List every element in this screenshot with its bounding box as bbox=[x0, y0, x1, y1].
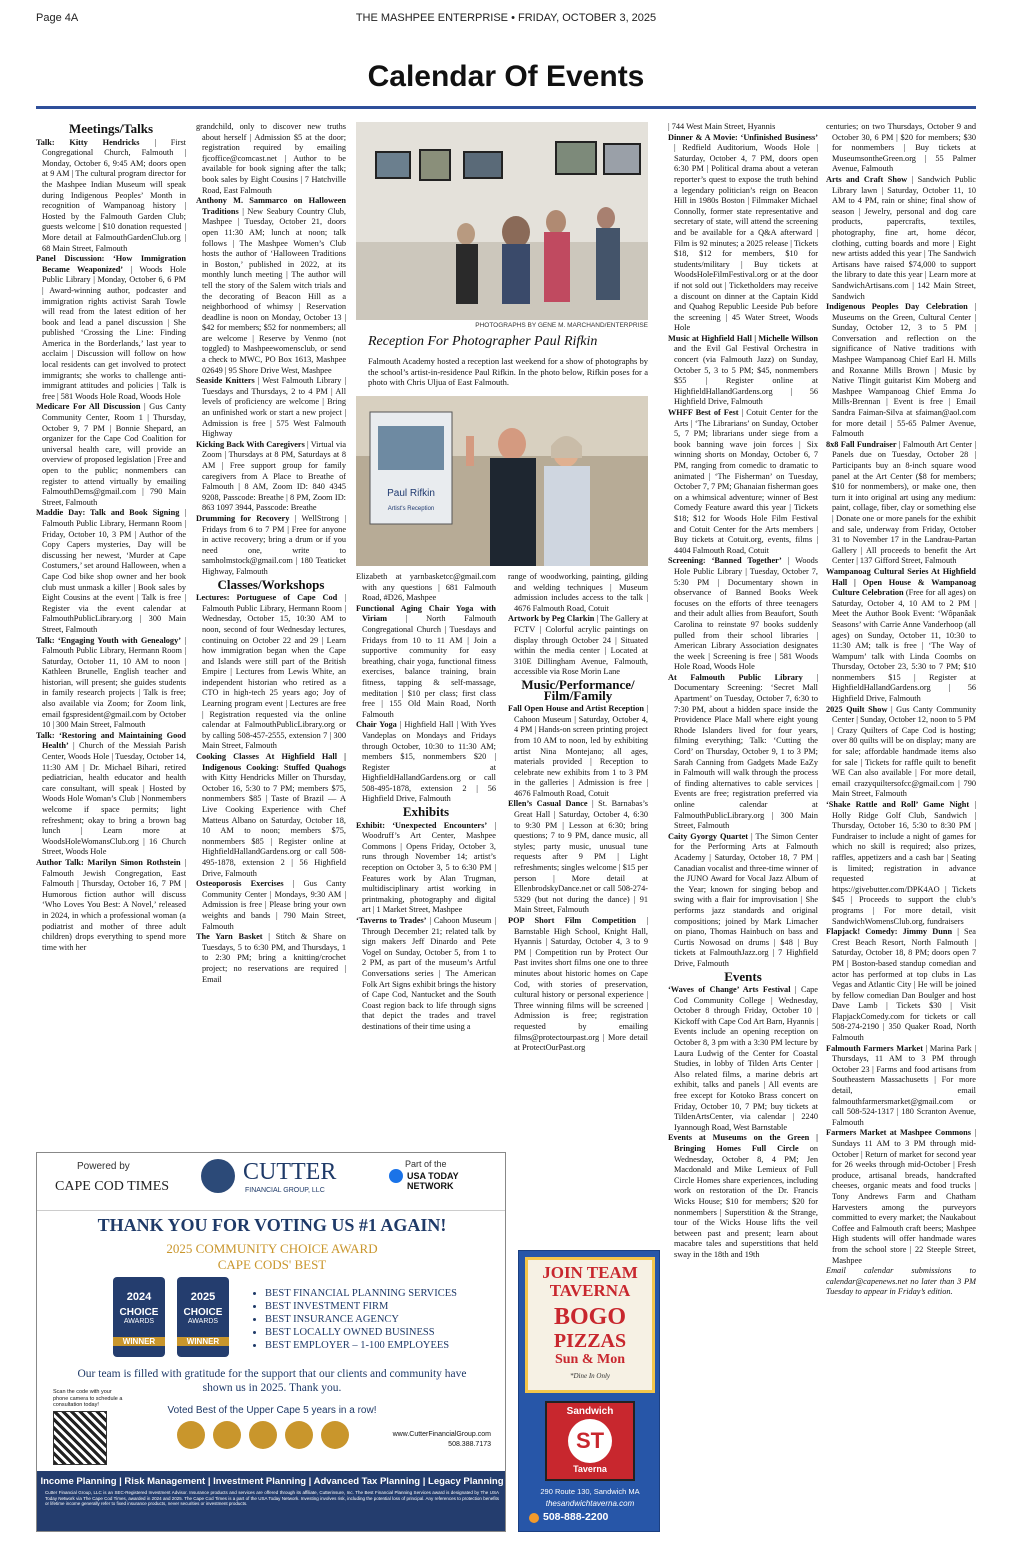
entry-title: Chair Yoga bbox=[356, 720, 397, 730]
entry-details: and the Evil Gal Festival Orchestra in concert (via Falmouth Jazz) on Sunday, October 5, 3 to 5 PM; $45, nonmembers $55 | Register online at HighfieldHallandGardens.org | 56 Highfield Drive, Falmouth bbox=[674, 344, 818, 407]
photo-caption: Falmouth Academy hosted a reception last weekend for a show of photographs by the school’s artist-in-residence Paul Rifkin. In the photo below, Rifkin poses for a photo with Chris Uljua of East Falmouth. bbox=[368, 356, 648, 388]
calendar-entry bbox=[196, 514, 346, 578]
entry-details: | Sundays 11 AM to 3 PM through mid-October | Return of market for second year for 26 weeks through mid-October | Fresh produce, artisanal breads, handcrafted cheeses, organic meats and food trucks | Tony Andrews Farm and Chatham Harvesters among the purveyors committed to every market; the Naukabout Coffee and Falmouth craft beers; Mashpee High students will offer handmade wares from the school store | 22 Steeple Street, Mashpee bbox=[832, 1128, 976, 1265]
entry-title: ‘Shake Rattle and Roll’ Game Night bbox=[826, 800, 970, 809]
entry-title: Flapjack! Comedy: Jimmy Dunn bbox=[826, 927, 953, 937]
entry-details: | Museums on the Green, Cultural Center | Sunday, October 12, 3 to 5 PM | Conversation and reflection on the significance of Native traditions with Mashpee Wampanoag Chief Earl H. Mills and Roxanne Mills Brown | Music by Native Tlingit guitarist Kim Moberg and Mashpee Wampanoag Chief Emma Jo Mills-Brennan | Event is free | Email Sandra Faiman-Silva at sfaiman@aol.com for more detail | 55-65 Palmer Avenue, Falmouth bbox=[832, 302, 976, 439]
calendar-entry bbox=[36, 254, 186, 402]
entry-details: | Sea Crest Beach Resort, North Falmouth | Saturday, October 18, 8 PM; doors open 7 PM | Boston-based standup comedian and actor has performed at top clubs in Las Vegas and Atlantic City | He will be joined by fellow comedian Dan Boulger and host Dave Lamb | Tickets $30 | Visit FlapjackComedy.com for tickets or call 508-274-2190 | 350 Quaker Road, North Falmouth bbox=[832, 927, 976, 1043]
bogo: BOGO bbox=[553, 1304, 626, 1330]
scan-text: Scan the code with your phone camera to schedule a consultation today! bbox=[53, 1389, 123, 1408]
award-list-item: • BEST INVESTMENT FIRM bbox=[265, 1300, 493, 1313]
entry-details: | West Falmouth Library | Tuesdays and Thursdays, 2 to 4 PM | All levels of proficiency are welcome | Bring an unfinished work or start a new project | Admission is free | 575 West Falmouth Highway bbox=[202, 376, 346, 439]
entry-details: with Kitty Hendricks Miller on Thursday, October 16, 5:30 to 7 PM; members $75, nonmembers $85 | Taste of Brazil — A Live Cooking Experience with Chef Matteus Albano on Saturday, October 18, 10 AM to noon; members $75, nonmembers $85 | Register online at HighfieldHallandGardens.org or call 508-495-1878, extension 2 | 56 Highfield Drive, Falmouth bbox=[202, 773, 346, 878]
calendar-entry bbox=[196, 593, 346, 752]
calendar-entry bbox=[668, 673, 818, 832]
award-title: 2025 COMMUNITY CHOICE AWARD bbox=[166, 1241, 378, 1256]
entry-title: ‘Taverns to Trades’ bbox=[356, 916, 427, 925]
entry-details: | Stitch & Share on Tuesdays, 5 to 6:30 PM, and Thursdays, 1 to 2:30 PM; bring a knitting/crochet project; no reservations are required | Email bbox=[202, 932, 346, 984]
entry-details: | First Congregational Church, Falmouth | Monday, October 6, 9:45 AM; doors open at 9 AM | The cultural program director for the Mashpee Indian Museum will speak during Indigenous Peoples’ Month in recognition of Wampanoag history | Hosted by the Falmouth Garden Club; guests welcome | $10 donation requested | More detail at FalmouthGardenClub.org | 68 Main Street, Falmouth bbox=[42, 137, 186, 253]
gratitude-text: Our team is filled with gratitude for the support that our clients and community have shown us in 2025. Thank you. bbox=[77, 1368, 467, 1394]
page-title: Calendar Of Events bbox=[367, 60, 645, 93]
entry-details: range of woodworking, painting, gilding and welding techniques | Museum admission includes access to the talk | 4676 Falmouth Road, Cotuit bbox=[508, 572, 648, 613]
calendar-entry bbox=[508, 916, 648, 1054]
entry-title: Screening: ‘Banned Together’ bbox=[668, 556, 782, 566]
section-heading-music: Music/Performance/ Film/Family bbox=[521, 676, 635, 703]
entry-details: | Woods Hole Public Library | Monday, October 6, 6 PM | Award-winning author, podcaster and immigration rights activist Sarah Towle will read from the latest edition of her book and lead a panel discussion | She published ‘Crossing the Line: Finding America in the Borderlands,’ last year to acclaim | Discussion will follow on how local residents can get involved to protect immigrants; she works to challenge anti-immigrant attitudes and policies | Talk is free | 581 Woods Hole Road, Woods Hole bbox=[42, 264, 186, 401]
sun-mon: Sun & Mon bbox=[554, 1352, 626, 1367]
entry-title: Medicare For All Discussion bbox=[36, 402, 141, 412]
calendar-entry bbox=[196, 122, 346, 196]
entry-details: | Cahoon Museum | Saturday, October 4, 4 PM | Hands-on screen printing project from 10 AM to noon, led by exhibiting artist Nina Montejano; all ages, materials provided | Reception to celebrate new exhibits from 1 to 3 PM in the galleries | Admission is free | 4676 Falmouth Road, Cotuit bbox=[514, 704, 648, 798]
entry-title: Drumming for Recovery bbox=[196, 513, 290, 523]
usa-today-dot-icon bbox=[389, 1169, 403, 1183]
entry-details: | Church of the Messiah Parish Center, Woods Hole | Tuesday, October 14, 11:30 AM | Dr. Michael Bihari, retired pediatrician, health educator and health care consultant, will speak | Hosted by Woods Hole Woman’s Club | Nonmembers welcome if space permits; light refreshment; okay to bring a brown bag lunch | Learn more at WoodsHoleWomansClub.org | 16 Church Street, Woods Hole bbox=[42, 741, 186, 857]
entry-title: Cooking Classes At Highfield Hall | Indigenous Cooking: Stuffed Quahogs bbox=[196, 752, 346, 772]
calendar-entry bbox=[826, 175, 976, 302]
calendar-entry bbox=[196, 932, 346, 985]
section-heading-events: Events bbox=[724, 968, 762, 984]
section-heading-exhibits: Exhibits bbox=[402, 804, 450, 820]
calendar-entry bbox=[826, 800, 976, 927]
column-4 bbox=[508, 572, 648, 1144]
calendar-entry bbox=[356, 916, 496, 1033]
entry-title: Fall Open House and Artist Reception bbox=[508, 704, 645, 714]
voted-text: Voted Best of the Upper Cape 5 years in a row! bbox=[167, 1405, 377, 1416]
calendar-entry bbox=[668, 133, 818, 334]
entry-details: | Barnstable High School, Knight Hall, Hyannis | Saturday, October 4, 3 to 9 PM | Competition run by Protect Our Past invites short films one one to three minutes about historic homes on Cape Cod, with stories of preservation, cultural history or personal experience | Three winning films will be screened | Admission is free; registration requested by emailing films@protectourpast.org | More detail at ProtectOurPast.org bbox=[514, 916, 648, 1053]
calendar-entry bbox=[826, 567, 976, 705]
entry-title: Music at Highfield Hall | Michelle Willson bbox=[668, 333, 818, 343]
entry-title: Exhibit: ‘Unexpected Encounters’ bbox=[356, 820, 488, 830]
entry-title: Seaside Knitters bbox=[196, 376, 255, 386]
cutter-logo-icon bbox=[201, 1159, 235, 1193]
entry-title: At Falmouth Public Library bbox=[668, 672, 803, 682]
entry-details: on Wednesday, October 8, 4 PM; Jen Macdonald and Mike Lemieux of Full Circle Homes share experiences, including work on restoration of the Dr. Francis Wicks House; $10 for members; $20 for nonmembers | Superstition & the Strange, tour of the Wicks House lifts the veil between past and present; learn about macabre tales and superstitions that held sway in the 18th and 19th bbox=[674, 1144, 818, 1259]
entry-title: WHFF Best of Fest bbox=[668, 408, 739, 418]
entry-title: Talk: ‘Restoring and Maintaining Good Health’ bbox=[36, 730, 186, 751]
entry-details: | Gus Canty Community Center, Room 1 | Thursday, October 9, 7 PM | Bonnie Shepard, an organizer for the Cape Cod Coalition for universal health care, will provide an overview of proposed legislation | Free and open to the public; nonmembers can register to attend virtually by emailing FalmouthDems@gmail.com | 790 Main Street, Falmouth bbox=[42, 402, 186, 507]
entry-details: | North Falmouth Congregational Church | Tuesdays and Fridays from 10 to 11 AM | Join a supportive community for easy breathing, chair yoga, functional fitness exercises, balance training, brain fitness, tapping & self-massage, meditation | $10 per class; first class free | 155 Old Main Road, North Falmouth bbox=[362, 614, 496, 719]
taverna-web[interactable]: thesandwichtaverna.com bbox=[545, 1499, 635, 1508]
column-2 bbox=[196, 122, 346, 1142]
entry-details: | Cape Cod Community College | Wednesday, October 8 through Friday, October 10 | Kickoff with Cape Cod Art Barn, Hyannis | Events include an opening reception on October 8, 3 pm with a 3:30 PM lecture by Laura Ludwig of the Center for Coastal Studies, in lobby of Tilden Arts Center | Also related films, a marine debris art exhibit, talks and panels | All events are free except for Kotoko Brass concert on Friday, October 10, 7 PM; buy tickets at TildenArtsCenter, via calendar | 2240 Iyannough Road, West Barnstable bbox=[674, 985, 818, 1132]
entry-details: | Marina Park | Thursdays, 11 AM to 3 PM through October 23 | Farms and food artisans from Southeastern Massachusetts | For more detail, email falmouthfarmersmarket@gmail.com or call 508-524-1317 | 180 Scranton Avenue, Falmouth bbox=[832, 1043, 976, 1127]
entry-details: | Falmouth Public Library, Hermann Room | Saturday, October 11, 10 AM to noon | Kathleen Brunelle, English teacher and historian, will present; she guides students in family research projects | Talk is free; also available via Zoom; for Zoom link, email fgspresident@gmail.com by October 10 | 300 Main Street, Falmouth bbox=[42, 635, 186, 730]
masthead: THE MASHPEE ENTERPRISE • FRIDAY, OCTOBER 3, 2025 bbox=[355, 12, 657, 24]
thank-you-headline: THANK YOU FOR VOTING US #1 AGAIN! bbox=[97, 1215, 447, 1235]
entry-title: Kicking Back With Caregivers bbox=[196, 439, 305, 449]
entry-details: | Falmouth Public Library, Hermann Room | Friday, October 10, 3 PM | Author of the Copy Capers mysteries, Day will be discussing her newest, ‘Murder at Cape Costumers,’ set around Halloween, when a Cape Cod bike shop owner and her book club must unmask a killer | Book sales by Eight Cousins at the event | Talk is free | Register via the event calendar at FalmouthPublicLibrary.org | 300 Main Street, Falmouth bbox=[42, 508, 186, 634]
calendar-entry bbox=[826, 1044, 976, 1129]
calendar-entry bbox=[668, 122, 818, 133]
entry-details: | Falmouth Jewish Congregation, East Falmouth | Thursday, October 16, 7 PM | Humorous fiction author will discuss ‘Who Loves You Best: A Novel,’ released in 2024, in which a professional woman (a podiatrist and mother of three adult children) drops everything to spend more time with her bbox=[42, 857, 186, 952]
title-rule bbox=[36, 106, 976, 109]
calendar-entry bbox=[668, 408, 818, 556]
column-1 bbox=[36, 122, 186, 1142]
entry-title: Author Talk: Marilyn Simon Rothstein bbox=[36, 857, 181, 867]
entry-details: | Holly Ridge Golf Club, Sandwich | Thursday, October 16, 5:30 to 8:30 PM | Fundraiser to include a night of games for which no skill is required; also prizes, raffles, appetizers and a cash bar | Seating is limited; registration in advance requested at https://givebutter.com/DPK4AO | Tickets $45 | Proceeds to support the club’s programs | For more detail, visit SandwichWomensClub.org, fundraisers bbox=[832, 800, 976, 926]
entry-details: Elizabeth at yarnbasketcc@gmail.com with any questions | 681 Falmouth Road, #D26, Mashpee bbox=[356, 572, 496, 603]
calendar-entry bbox=[508, 572, 648, 614]
column-6 bbox=[826, 122, 976, 1542]
calendar-entry bbox=[36, 138, 186, 255]
entry-title: Lectures: Portuguese of Cape Cod bbox=[196, 593, 338, 603]
entry-title: Functional Aging Chair Yoga with Viriam bbox=[356, 603, 496, 624]
column-5 bbox=[668, 122, 818, 1512]
calendar-entry bbox=[668, 334, 818, 408]
services-text: Income Planning | Risk Management | Investment Planning | Advanced Tax Planning | Legacy Planning bbox=[40, 1476, 504, 1487]
powered-by: Powered by bbox=[77, 1161, 130, 1172]
calendar-entry bbox=[826, 927, 976, 1044]
calendar-entry bbox=[36, 731, 186, 858]
entry-details: | Highfield Hall | With Yves Vandeplas on Mondays and Fridays through October, 10:30 to 11:30 AM; members $15, nonmembers $20 | Register at HighfieldHallandGardens.org or call 508-495-1878, extension 2 | 56 Highfield Drive, Falmouth bbox=[362, 720, 496, 804]
taverna-logo: Sandwich ST Taverna bbox=[545, 1401, 635, 1481]
gallery-photo bbox=[356, 122, 648, 320]
entry-title: 8x8 Fall Fundraiser bbox=[826, 439, 897, 449]
entry-title: Artwork by Peg Clarkin bbox=[508, 614, 595, 624]
entry-details: | Virtual via Zoom | Thursdays at 8 PM, Saturdays at 8 AM | Free support group for family caregivers from A Place to Breathe of Falmouth | 8 AM, Zoom ID: 840 4345 9208, Passcode: Breathe | 8 PM, Zoom ID: 863 1097 3944, Passcode: Breathe bbox=[202, 439, 346, 513]
join-team: JOIN TEAM bbox=[542, 1263, 638, 1282]
taverna-address: 290 Route 130, Sandwich MA bbox=[540, 1487, 640, 1496]
entry-title: 2025 Quilt Show bbox=[826, 704, 888, 714]
calendar-entry bbox=[36, 508, 186, 635]
entry-title: Osteoporosis Exercises bbox=[196, 879, 284, 889]
column-3 bbox=[356, 572, 496, 1144]
award-list-item: • BEST FINANCIAL PLANNING SERVICES bbox=[265, 1287, 493, 1300]
award-list-item: • BEST INSURANCE AGENCY bbox=[265, 1313, 493, 1326]
calendar-entry bbox=[508, 614, 648, 678]
website[interactable]: www.CutterFinancialGroup.com bbox=[392, 1431, 491, 1438]
calendar-entry bbox=[826, 122, 976, 175]
entry-details: | St. Barnabas’s Great Hall | Saturday, October 4, 6:30 to 9:30 PM | Lesson at 6:30; bring questions; 7 to 9 PM, dance music, all styles; party music, unusual tune requests after 9 PM | Light refreshments; singles welcome | $15 per person | More detail at EllenbrodskyDance.net or call 508-274-5329 (but not during the dance) | 91 Main Street, Falmouth bbox=[514, 799, 648, 915]
calendar-entry bbox=[356, 720, 496, 805]
entry-details: grandchild, only to discover new truths about herself | Admission $5 at the door; registration required by emailing fjcoffice@comcast.net | Author to be available for book signing after the talk; book sales by Eight Cousins | 7 Hatchville Road, East Falmouth bbox=[196, 122, 346, 195]
part-of: Part of the bbox=[405, 1159, 447, 1169]
entry-title: Dinner & A Movie: ‘Unfinished Business’ bbox=[668, 132, 818, 142]
cape-cod-times-logo: CAPE COD TIMES bbox=[55, 1179, 170, 1194]
calendar-entry bbox=[668, 985, 818, 1133]
entry-details: (Free for all ages) on Saturday, October 4, 10 AM to 2 PM | Meet the Author Book Event: ‘Wôpanâak Seasons’ with Carrie Anne Vanderhoop (all ages) on Sunday, October 11, 10:30 to 11:30 AM; talk is free | ‘The Way of Wampum’ talk with Linda Coombs on Thursday, October 23, 5:30 to 7 PM; $10 nonmembers $15 | Register at HighfieldHallandGardens.org | 56 Highfield Drive, Falmouth bbox=[832, 588, 976, 704]
entry-details: | The Gallery at FCTV | Colorful acrylic paintings on display through October 24 | Situated within the media center | Located at 310E Dillingham Avenue, Falmouth, accessible via Rose Morin Lane bbox=[514, 614, 648, 677]
award-list bbox=[253, 1287, 493, 1352]
entry-details: | Falmouth Art Center | Panels due on Tuesday, October 28 | Participants buy an 8-inch square wood panel at the Art Center ($8 for members; $10 for nonmembers), or make one, then turn it into original art using any medium: paint, collage, fiber, clay or something else | Donate one or more panels for the exhibit and sale, underway from Friday, October 31 to November 17 in the Landrau-Partan Gallery | All proceeds to benefit the Art Center | 137 Gifford Street, Falmouth bbox=[832, 439, 976, 566]
usa-today-network: USA TODAY NETWORK bbox=[407, 1171, 459, 1191]
entry-details: | New Seabury Country Club, Mashpee | Tuesday, October 21, doors open 11:30 AM; lunch at noon; talk follows | The Mashpee Women’s Club hosts the author of ‘Halloween Traditions in Boston,’ published in 2022, at its monthly lunch meeting | The author will tell the story of the Salem witch trials and the decorating of Beacon Hill as a neighborhood of whimsy | Reservation deadline is noon on Monday, October 13 | $42 for members; $52 for nonmembers; all are welcome | Reserve by Venmo (not toggled) to Mashpeewomensclub, or send a check to MWC, PO Box 1613, Mashpee 02649 | 95 Shore Drive West, Mashpee bbox=[202, 206, 346, 375]
phone[interactable]: 508.388.7173 bbox=[448, 1441, 491, 1448]
portrait-photo bbox=[356, 396, 648, 566]
calendar-entry bbox=[36, 858, 186, 953]
dine-in: *Dine In Only bbox=[569, 1372, 611, 1380]
calendar-entry bbox=[196, 196, 346, 376]
entry-details: | Woodruff’s Art Center, Mashpee Commons | Opens Friday, October 3, runs through November 14; artist’s reception on October 3, 5 to 6:30 PM | Features work by Alan Trugman, multidisciplinary artist working in printmaking, photography and digital art | 1 Market Street, Mashpee bbox=[362, 820, 496, 915]
entry-title: Wampanoag Cultural Series At Highfield Hall | Open House & Wampanoag Culture Celebration bbox=[826, 566, 976, 598]
taverna-phone[interactable]: 508-888-2200 bbox=[543, 1511, 609, 1523]
calendar-entry bbox=[196, 752, 346, 879]
disclaimer-text: Cutter Financial Group, LLC is an SEC-Registered Investment Advisor. Insurance products and services are offered through its affiliate, Cutterinsure, Inc. The Best Financial Planning Services award is designated by The USA Today Network via The Cape Cod Times, awarded in 2024 and 2025. The Cape Cod Times is a part of the USA Today Network. Investing involves risk, including the potential loss of principal. Any references to protection benefits or lifetime income generally refer to fixed insurance products, never securities or investment products. bbox=[45, 1490, 499, 1506]
submission-note: Email calendar submissions to calendar@capenews.net no later than 3 PM Tuesday to appear in Friday’s edition. bbox=[826, 1266, 976, 1297]
entry-details: | Woods Hole Public Library | Tuesday, October 7, 5:30 PM | Documentary shown in observance of Banned Books Week focuses on the efforts of three teenagers and their adult allies from Beaufort, South Carolina to reinstate 97 books suddenly pulled from their school libraries | American Library Association designates the week | Screening is free | 581 Woods Hole Road, Woods Hole bbox=[674, 556, 818, 672]
calendar-entry bbox=[668, 556, 818, 673]
calendar-entry bbox=[36, 636, 186, 731]
award-badge-2025: 2025 CHOICE AWARDS WINNER bbox=[177, 1277, 229, 1357]
entry-details: | Falmouth Public Library, Hermann Room | Wednesday, October 15, 10:30 AM to noon, second of four Wednesday lectures, continuing on October 22 and 29 | Learn how immigration began when the Cape and Islands were still part of the British Empire | Lectures from Lewis White, an independent historian who retired as a CTO in high-tech 25 years ago; Joy of Learning program event | Lectures are free | Registration requested via the online calendar at FalmouthPublicLibrary.org or by calling 508-457-2555, extension 7 | 300 Main Street, Falmouth bbox=[202, 593, 346, 751]
entry-details: | WellStrong | Fridays from 6 to 7 PM | Free for anyone in active recovery; bring a drum or if you need one, write to samholmstock@gmail.com | 180 Teaticket Highway, Falmouth bbox=[202, 513, 346, 576]
entry-title: Anthony M. Sammarco on Halloween Traditions bbox=[196, 196, 346, 216]
calendar-entry bbox=[668, 832, 818, 970]
cutter-brand-sub: FINANCIAL GROUP, LLC bbox=[245, 1187, 325, 1194]
calendar-entry bbox=[196, 879, 346, 932]
entry-details: | Redfield Auditorium, Woods Hole | Saturday, October 4, 7 PM, doors open 6:30 PM | Political drama about a veteran reporter’s quest to expose the truth behind a legendary politician’s reign on Beacon Hill in 1980s Boston | Filmmaker Michael Connolly, former state representative and secretary of state, will attend the screening and be available for a Q&A afterward | Film is 92 minutes; a 2025 release | Tickets $18, $12 for members, $10 for students/military | Buy tickets at WoodsHoleFilmFestival.org or at the door if not sold out | Ticketholders may receive a discount on dinner at the Captain Kidd and Quahog Republic Leeside Pub before the screening | 45 Water Street, Woods Hole bbox=[674, 143, 818, 333]
entry-details: | Sandwich Public Library lawn | Saturday, October 11, 10 AM to 4 PM, rain or shine; final show of season | Jewelry, personal and dog care products, papercrafts, textiles, photography, fine art, home décor, clothing, cutting boards and more | Eight new artists added this year | The Sandwich Artisans have raised $74,000 to support the library to date this year | Learn more at SandwichArtisans.com | 142 Main Street, Sandwich bbox=[832, 174, 976, 301]
calendar-entry bbox=[356, 821, 496, 916]
taverna-word: TAVERNA bbox=[549, 1281, 631, 1300]
section-heading-classes: Classes/Workshops bbox=[217, 576, 325, 592]
entry-title: Arts and Craft Show bbox=[826, 174, 908, 184]
entry-title: Falmouth Farmers Market bbox=[826, 1043, 923, 1053]
award-list-item: • BEST LOCALLY OWNED BUSINESS bbox=[265, 1326, 493, 1339]
section-heading-meetings: Meetings/Talks bbox=[68, 122, 154, 136]
caption-title: Reception For Photographer Paul Rifkin bbox=[368, 334, 598, 349]
best-of-badges bbox=[177, 1421, 377, 1449]
pizzas: PIZZAS bbox=[553, 1330, 627, 1352]
award-subtitle: CAPE CODS' BEST bbox=[217, 1257, 327, 1272]
poster-subtitle: Artist's Reception bbox=[387, 506, 435, 512]
cutter-financial-ad[interactable] bbox=[36, 1152, 506, 1532]
entry-details: | Gus Canty Community Center | Sunday, October 12, noon to 5 PM | Crazy Quilters of Cape Cod is hosting; over 80 quilts will be on display; many are for sale; affordable handmade items also for sale | Tickets for raffle quilt to benefit WE Can also available | For more detail, email crazyquiltersofcc@gmail.com | 790 Main Street, Falmouth bbox=[832, 704, 976, 799]
entry-title: Talk: Kitty Hendricks bbox=[36, 137, 140, 147]
entry-title: Talk: ‘Engaging Youth with Genealogy’ bbox=[36, 635, 181, 645]
cutter-brand: CUTTER bbox=[243, 1159, 337, 1185]
entry-details: | Cotuit Center for the Arts | ‘The Librarians’ on Sunday, October 5, 7 PM; librarians under siege from a book banning wave join forces | Six winning shorts on Monday, October 6, 7 PM, ranging from comedic to dramatic to animated | ‘The Fisherman’ on Tuesday, October 7, 7 PM; Ghanaian fisherman goes on a whimsical adventure; winner of Best Comedy Feature award this year | Tickets $18; $12 for Woods Hole Film Festival and Cotuit Center for the Arts members | Buy tickets at Cotuit.org, events, films | 4404 Falmouth Road, Cotuit bbox=[674, 408, 818, 555]
taverna-ad[interactable] bbox=[518, 1250, 660, 1532]
calendar-entry bbox=[826, 705, 976, 800]
entry-details: | Gus Canty Community Center | Mondays, 9:30 AM | Admission is free | Please bring your own weights and bands | 790 Main Street, Falmouth bbox=[202, 879, 346, 931]
page-number: Page 4A bbox=[36, 12, 79, 24]
entry-title: Farmers Market at Mashpee Commons bbox=[826, 1128, 972, 1138]
entry-details: | Cahoon Museum | Through December 21; related talk by sign makers Jeff Dinardo and Pete Vogel on Sunday, October 5, from 1 to 2 PM, as part of the museum’s Artful Conversations series | The American Folk Art Signs exhibit brings the history of Cape Cod, Nantucket and the South Coast region back to life through signs that depict the trades and travel destinations of their time using a bbox=[362, 916, 496, 1031]
calendar-entry bbox=[196, 440, 346, 514]
photo-credit: PHOTOGRAPHS BY GENE M. MARCHAND/ENTERPRISE bbox=[475, 322, 648, 329]
entry-details: | The Simon Center for the Performing Arts at Falmouth Academy | Saturday, October 18, 7 PM | Canadian vocalist and three-time winner of the JUNO Award for Vocal Jazz Album of the Year; known for singing bebop and swing with a flair for improvisation | She performs jazz standards and original compositions; joined by Mark Limacher on piano, Thomas Hainbuch on bass and Curtis Nowosad on drums | $48 | Buy tickets at FalmouthJazz.org | 7 Highfield Drive, Falmouth bbox=[674, 831, 818, 968]
calendar-entry bbox=[356, 604, 496, 721]
award-list-item: • BEST EMPLOYER – 1-100 EMPLOYEES bbox=[265, 1339, 493, 1352]
calendar-entry bbox=[356, 572, 496, 604]
award-badge-2024: 2024 CHOICE AWARDS WINNER bbox=[113, 1277, 165, 1357]
entry-details: | Documentary Screening: ‘Secret Mall Apartment’ on Tuesday, October 7, 6:30 to 7:30 PM, about a hidden space inside the Providence Place Mall where eight young Rhode Islanders lived for four years, filming everything; Talk: ‘Cutting the Cord’ on Thursday, October 9, 1 to 3 PM; Sarah Canning from Gadgets Made EaZy in Falmouth will walk through the process of finding alternatives to cable services | Events are free; registration preferred via online calendar at FalmouthPublicLibrary.org | 300 Main Street, Falmouth bbox=[674, 672, 818, 831]
entry-title: Panel Discussion: ‘How Immigration Became Weaponized’ bbox=[36, 254, 186, 274]
calendar-entry bbox=[826, 302, 976, 440]
calendar-entry bbox=[826, 1128, 976, 1266]
entry-details: | 744 West Main Street, Hyannis bbox=[668, 122, 776, 131]
calendar-entry bbox=[196, 376, 346, 440]
entry-title: Ellen’s Casual Dance bbox=[508, 799, 588, 809]
entry-details: centuries; on two Thursdays, October 9 and October 30, 6 PM | $20 for members; $30 for nonmembers | Buy tickets at MuseumsontheGreen.org | 55 Palmer Avenue, Falmouth bbox=[826, 122, 976, 174]
calendar-entry bbox=[508, 704, 648, 799]
entry-title: Indigenous Peoples Day Celebration bbox=[826, 302, 968, 312]
qr-code-icon[interactable] bbox=[53, 1411, 107, 1465]
entry-title: Caity Gyorgy Quartet bbox=[668, 831, 749, 841]
calendar-entry bbox=[826, 440, 976, 567]
poster-title: Paul Rifkin bbox=[387, 488, 435, 499]
services-bar bbox=[37, 1471, 506, 1532]
calendar-entry bbox=[668, 1133, 818, 1260]
entry-title: POP Short Film Competition bbox=[508, 916, 636, 925]
entry-title: Events at Museums on the Green | Bringing Homes Full Circle bbox=[668, 1133, 818, 1153]
calendar-entry bbox=[36, 402, 186, 508]
calendar-entry bbox=[508, 799, 648, 916]
phone-icon bbox=[529, 1513, 539, 1523]
entry-title: The Yarn Basket bbox=[196, 932, 263, 942]
entry-title: ‘Waves of Change’ Arts Festival bbox=[668, 985, 791, 995]
entry-title: Maddie Day: Talk and Book Signing bbox=[36, 508, 180, 518]
